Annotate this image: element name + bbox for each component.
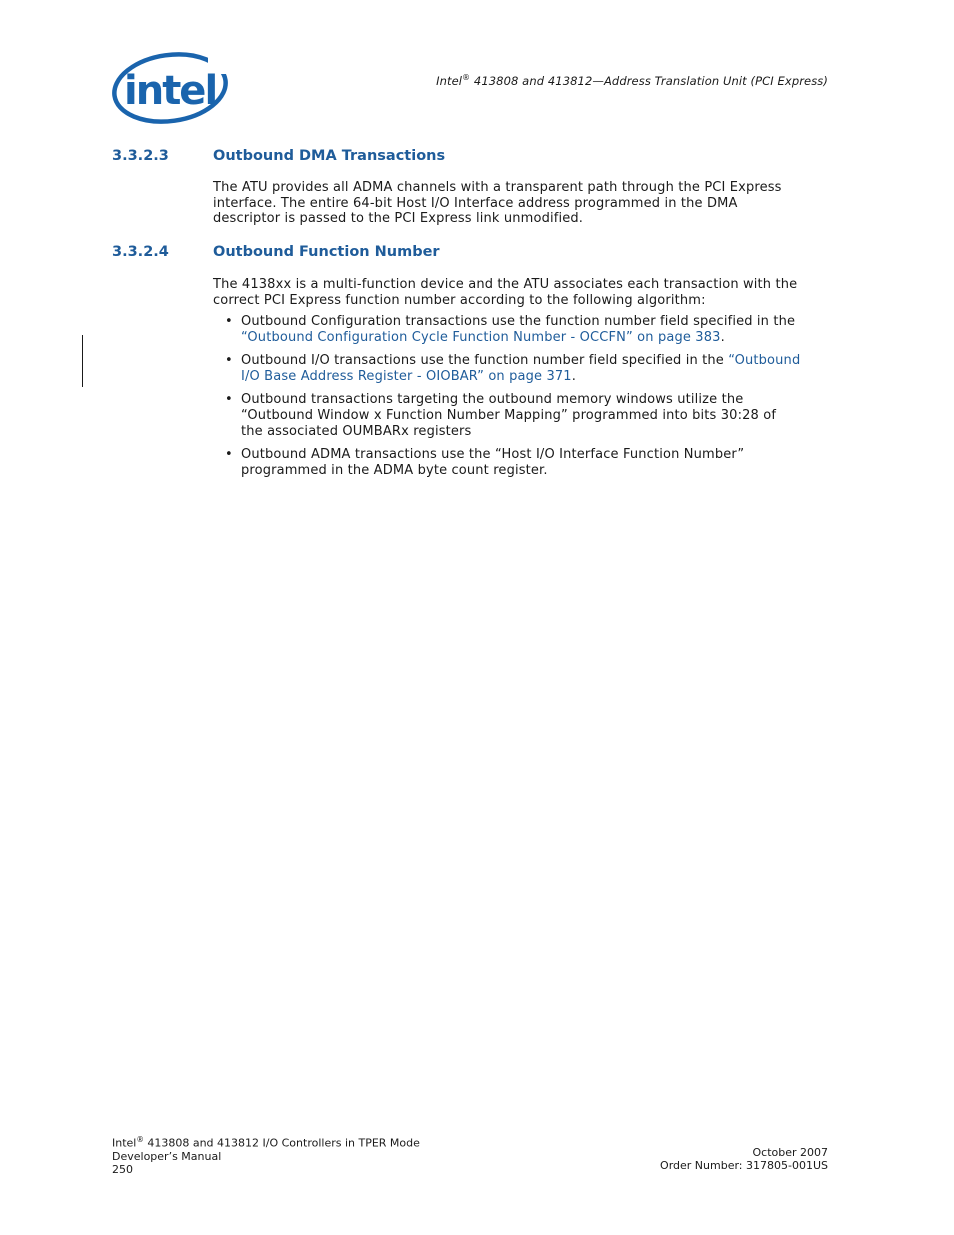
paragraph-function-number	[213, 277, 828, 308]
footer-doc-title: 413808 and 413812 I/O Controllers in TPER Mode	[143, 1136, 420, 1150]
text-line: correct PCI Express function number according to the following algorithm:	[213, 292, 706, 308]
list-item	[213, 392, 828, 440]
footer-doc-type: Developer’s Manual	[112, 1149, 222, 1163]
header-title: 413808 and 413812—Address Translation Unit (PCI Express)	[470, 73, 828, 88]
bullet-text: .	[720, 330, 725, 345]
section-heading-3-3-2-3	[112, 148, 445, 164]
cross-reference-link-oiobar[interactable]: “Outbound	[728, 353, 801, 368]
section-title: Outbound Function Number	[213, 244, 440, 260]
running-header	[436, 73, 828, 88]
text-line: interface. The entire 64-bit Host I/O Interface address programmed in the DMA	[213, 195, 738, 211]
logo-wordmark: intel	[124, 68, 217, 114]
change-bar	[82, 335, 83, 387]
bullet-text: the associated OUMBARx registers	[241, 424, 472, 439]
footer-date: October 2007	[752, 1146, 828, 1159]
bullet-text: .	[571, 369, 577, 384]
header-brand: Intel	[436, 73, 463, 88]
list-item	[213, 353, 828, 385]
bullet-icon: •	[225, 392, 233, 407]
section-number: 3.3.2.4	[112, 244, 169, 260]
bullet-text: “Outbound Window x Function Number Mapping” programmed into bits 30:28 of	[241, 408, 777, 423]
intel-logo	[108, 48, 228, 128]
cross-reference-link-oiobar-cont[interactable]: I/O Base Address Register - OIOBAR” on page 371	[241, 369, 572, 384]
footer-brand: Intel	[112, 1136, 137, 1150]
cross-reference-link-occfn[interactable]: “Outbound Configuration Cycle Function Number - OCCFN” on page 383	[241, 330, 721, 345]
text-line: descriptor is passed to the PCI Express link unmodified.	[213, 211, 584, 226]
page-number: 250	[112, 1162, 133, 1176]
text-line: The ATU provides all ADMA channels with a transparent path through the PCI Express	[213, 180, 782, 195]
header-reg-mark: ®	[462, 73, 471, 82]
bullet-icon: •	[225, 447, 233, 462]
bullet-icon: •	[225, 353, 233, 368]
bullet-text: Outbound ADMA transactions use the “Host I/O Interface Function Number”	[241, 447, 745, 462]
section-heading-3-3-2-4	[112, 244, 440, 260]
bullet-icon: •	[225, 314, 233, 329]
bullet-text: Outbound I/O transactions use the function number field specified in the	[241, 353, 729, 368]
paragraph-dma	[213, 180, 828, 227]
section-number: 3.3.2.3	[112, 148, 169, 164]
text-line: The 4138xx is a multi-function device and the ATU associates each transaction with the	[213, 277, 798, 292]
footer-reg-mark: ®	[136, 1135, 144, 1144]
footer-left	[112, 1133, 420, 1176]
list-item	[213, 314, 828, 346]
bullet-text: Outbound Configuration transactions use the function number field specified in the	[241, 314, 796, 329]
bullet-list	[213, 314, 828, 486]
bullet-text: programmed in the ADMA byte count register.	[241, 463, 548, 478]
bullet-text: Outbound transactions targeting the outbound memory windows utilize the	[241, 392, 744, 407]
footer-right	[660, 1146, 828, 1172]
footer-order-number: Order Number: 317805-001US	[660, 1159, 828, 1172]
section-title: Outbound DMA Transactions	[213, 148, 446, 164]
list-item	[213, 447, 828, 479]
